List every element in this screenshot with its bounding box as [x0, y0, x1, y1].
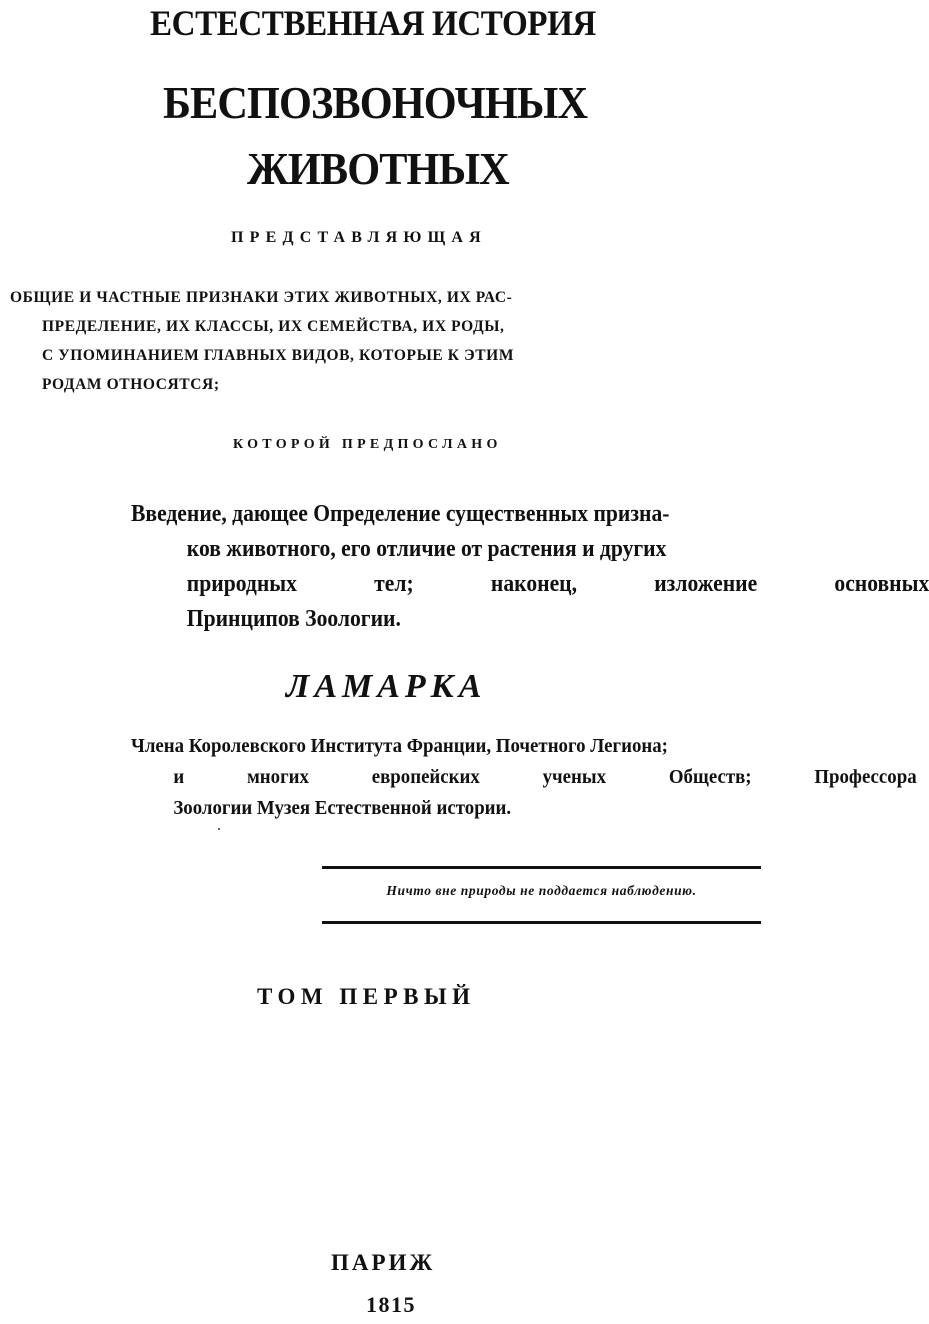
author-name: ЛАМАРКА [286, 668, 487, 705]
introduction-block [131, 497, 929, 637]
description-line: ОБЩИЕ И ЧАСТНЫЕ ПРИЗНАКИ ЭТИХ ЖИВОТНЫХ, ИХ РАС- [10, 289, 513, 306]
print-speck [218, 828, 220, 830]
author-titles-block [131, 731, 917, 824]
author-titles-word: Профессора [814, 766, 917, 788]
author-titles-line: Члена Королевского Института Франции, Почетного Легиона; [131, 735, 668, 757]
author-titles-word: европейских [371, 766, 480, 788]
introduction-line [131, 567, 929, 602]
introduction-line: Введение, дающее Определение существенных призна- [131, 501, 670, 527]
volume-label: ТОМ ПЕРВЫЙ [257, 984, 476, 1009]
introduction-line: Принципов Зоологии. [186, 606, 401, 632]
description-line: С УПОМИНАНИЕМ ГЛАВНЫХ ВИДОВ, КОТОРЫЕ К ЭТИМ [42, 347, 515, 364]
author-titles-line [131, 762, 917, 793]
introduction-word: основных [834, 571, 929, 597]
subtitle: ПРЕДСТАВЛЯЮЩАЯ [231, 229, 487, 246]
description-line: ПРЕДЕЛЕНИЕ, ИХ КЛАССЫ, ИХ СЕМЕЙСТВА, ИХ РОДЫ, [42, 318, 505, 335]
introduction-word: природных [186, 571, 297, 597]
motto: Ничто вне природы не поддается наблюдению. [386, 883, 697, 898]
title-line-1: ЕСТЕСТВЕННАЯ ИСТОРИЯ [150, 3, 596, 43]
author-titles-word: и [173, 766, 185, 788]
publication-place: ПАРИЖ [331, 1250, 436, 1275]
introduction-word: тел; [374, 571, 414, 597]
author-titles-word: Обществ; [668, 766, 752, 788]
prefaced-note: КОТОРОЙ ПРЕДПОСЛАНО [233, 437, 502, 452]
motto-rule-top [322, 866, 761, 869]
description-block [10, 283, 770, 399]
title-line-3: ЖИВОТНЫХ [247, 143, 509, 194]
introduction-word: изложение [654, 571, 758, 597]
introduction-line: ков животного, его отличие от растения и других [186, 536, 667, 562]
title-line-2: БЕСПОЗВОНОЧНЫХ [163, 77, 588, 128]
description-line: РОДАМ ОТНОСЯТСЯ; [42, 376, 220, 393]
introduction-word: наконец, [490, 571, 578, 597]
publication-year: 1815 [366, 1292, 416, 1317]
author-titles-word: ученых [542, 766, 607, 788]
author-titles-word: многих [246, 766, 309, 788]
author-titles-line: Зоологии Музея Естественной истории. [173, 797, 512, 819]
motto-rule-bottom [322, 921, 761, 924]
